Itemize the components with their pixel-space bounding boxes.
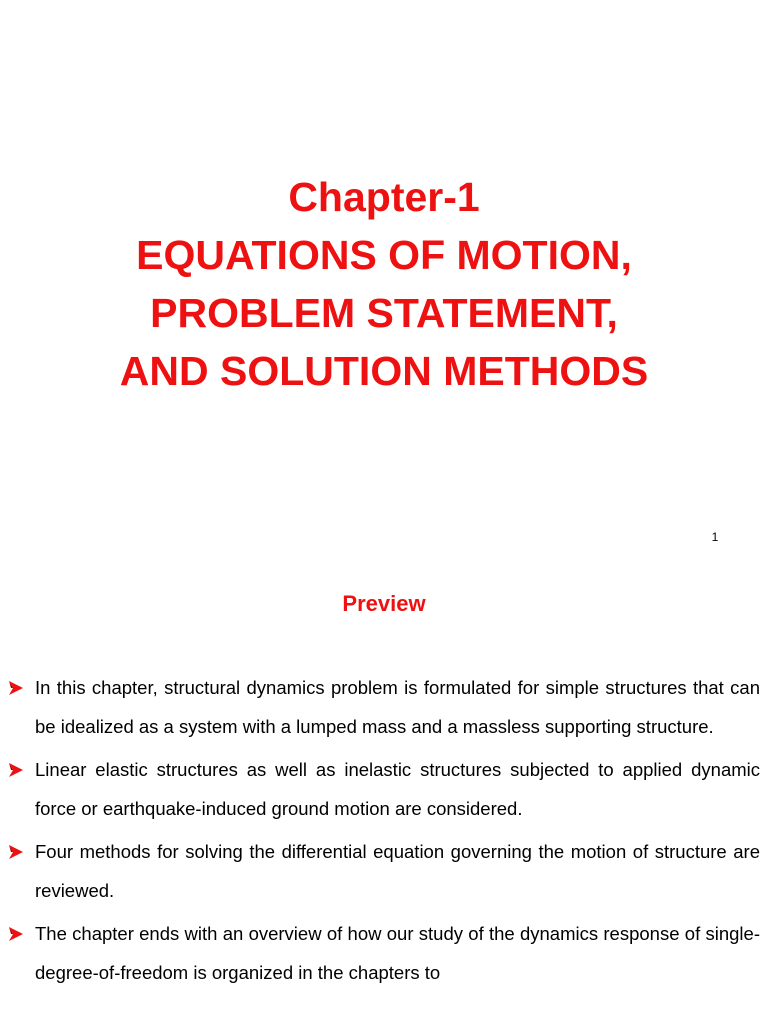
list-item xyxy=(6,668,760,746)
chapter-title xyxy=(0,168,768,400)
chapter-label: Chapter-1 xyxy=(288,174,480,220)
arrowhead-bullet-icon xyxy=(8,680,24,696)
bullet-text: Four methods for solving the differential equation governing the motion of structure are reviewed. xyxy=(35,841,760,901)
list-item xyxy=(6,914,760,992)
title-line-1: EQUATIONS OF MOTION, xyxy=(136,232,632,278)
bullet-text: Linear elastic structures as well as inelastic structures subjected to applied dynamic force or earthquake-induced ground motion are considered. xyxy=(35,759,760,819)
arrowhead-bullet-icon xyxy=(8,926,24,942)
arrowhead-bullet-icon xyxy=(8,762,24,778)
title-line-3: AND SOLUTION METHODS xyxy=(119,348,649,394)
bullet-text: The chapter ends with an overview of how our study of the dynamics response of single-degree-of-freedom is organized in the chapters to xyxy=(35,923,760,983)
list-item xyxy=(6,750,760,828)
preview-heading: Preview xyxy=(342,591,426,616)
bullet-list xyxy=(6,668,760,996)
list-item xyxy=(6,832,760,910)
page-number: 1 xyxy=(711,530,719,544)
bullet-text: In this chapter, structural dynamics problem is formulated for simple structures that can be idealized as a system with a lumped mass and a massless supporting structure. xyxy=(35,677,760,737)
preview-slide xyxy=(0,570,768,1024)
arrowhead-bullet-icon xyxy=(8,844,24,860)
title-line-2: PROBLEM STATEMENT, xyxy=(150,290,618,336)
